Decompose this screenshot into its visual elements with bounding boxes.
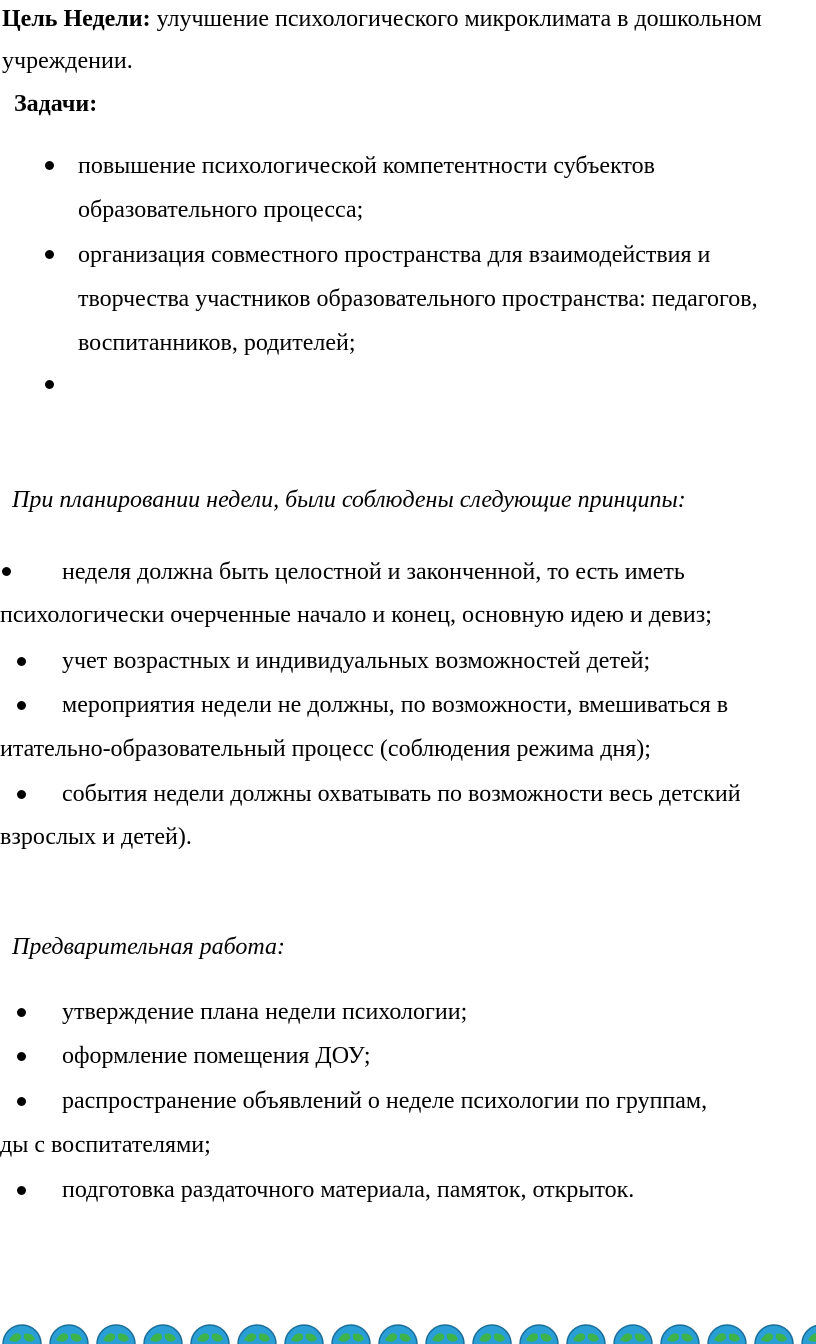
globe-icon (567, 1325, 605, 1344)
principles-heading: При планировании недели, были соблюдены следующие принципы: (12, 487, 686, 513)
globe-icon (520, 1325, 558, 1344)
globe-icon (614, 1325, 652, 1344)
goal-line-2: учреждении. (2, 48, 133, 74)
globe-icon (97, 1325, 135, 1344)
tasks-heading: Задачи: (14, 91, 98, 117)
globe-icon (144, 1325, 182, 1344)
bullet (17, 1186, 26, 1195)
bullet (17, 790, 26, 799)
list-item: подготовка раздаточного материала, памяток, открыток. (62, 1177, 635, 1203)
list-item-continuation: ды с воспитателями; (0, 1132, 211, 1158)
goal-text: улучшение психологического микроклимата в дошкольном (150, 6, 762, 32)
goal-line-1 (2, 4, 762, 34)
list-item: распространение объявлений о неделе психологии по группам, (62, 1088, 708, 1114)
globe-icon-row (0, 1322, 816, 1344)
list-item: оформление помещения ДОУ; (62, 1043, 371, 1069)
bullet (45, 161, 54, 170)
globe-icon (802, 1325, 816, 1344)
bullet (17, 1008, 26, 1017)
globe-icon (191, 1325, 229, 1344)
bullet (45, 250, 54, 259)
list-item-continuation: творчества участников образовательного пространства: педагогов, (78, 286, 758, 312)
globe-icon (332, 1325, 370, 1344)
globe-icon (3, 1325, 41, 1344)
list-item: мероприятия недели не должны, по возможности, вмешиваться в (62, 692, 729, 718)
list-item-continuation: психологически очерченные начало и конец, основную идею и девиз; (0, 602, 712, 628)
list-item: учет возрастных и индивидуальных возможностей детей; (62, 648, 651, 674)
list-item-continuation: воспитанников, родителей; (78, 330, 356, 356)
globe-icon (755, 1325, 793, 1344)
bullet (17, 657, 26, 666)
globe-border (0, 1322, 816, 1344)
list-item: события недели должны охватывать по возможности весь детский (62, 781, 741, 807)
bullet (17, 1052, 26, 1061)
list-item-continuation: образовательного процесса; (78, 197, 364, 223)
globe-icon (473, 1325, 511, 1344)
bullet (17, 1097, 26, 1106)
list-item: повышение психологической компетентности субъектов (78, 153, 655, 179)
globe-icon (285, 1325, 323, 1344)
prework-heading: Предварительная работа: (12, 934, 285, 960)
bullet (45, 380, 54, 389)
list-item: утверждение плана недели психологии; (62, 999, 468, 1025)
list-item: неделя должна быть целостной и законченной, то есть иметь (62, 559, 685, 585)
globe-icon (708, 1325, 746, 1344)
list-item-continuation: взрослых и детей). (0, 824, 192, 850)
bullet (17, 701, 26, 710)
goal-label: Цель Недели: (2, 6, 151, 32)
bullet (2, 567, 11, 576)
globe-icon (379, 1325, 417, 1344)
globe-icon (661, 1325, 699, 1344)
list-item-continuation: итательно-образовательный процесс (соблюдения режима дня); (0, 736, 651, 762)
list-item: организация совместного пространства для взаимодействия и (78, 242, 711, 268)
globe-icon (426, 1325, 464, 1344)
globe-icon (50, 1325, 88, 1344)
globe-icon (238, 1325, 276, 1344)
